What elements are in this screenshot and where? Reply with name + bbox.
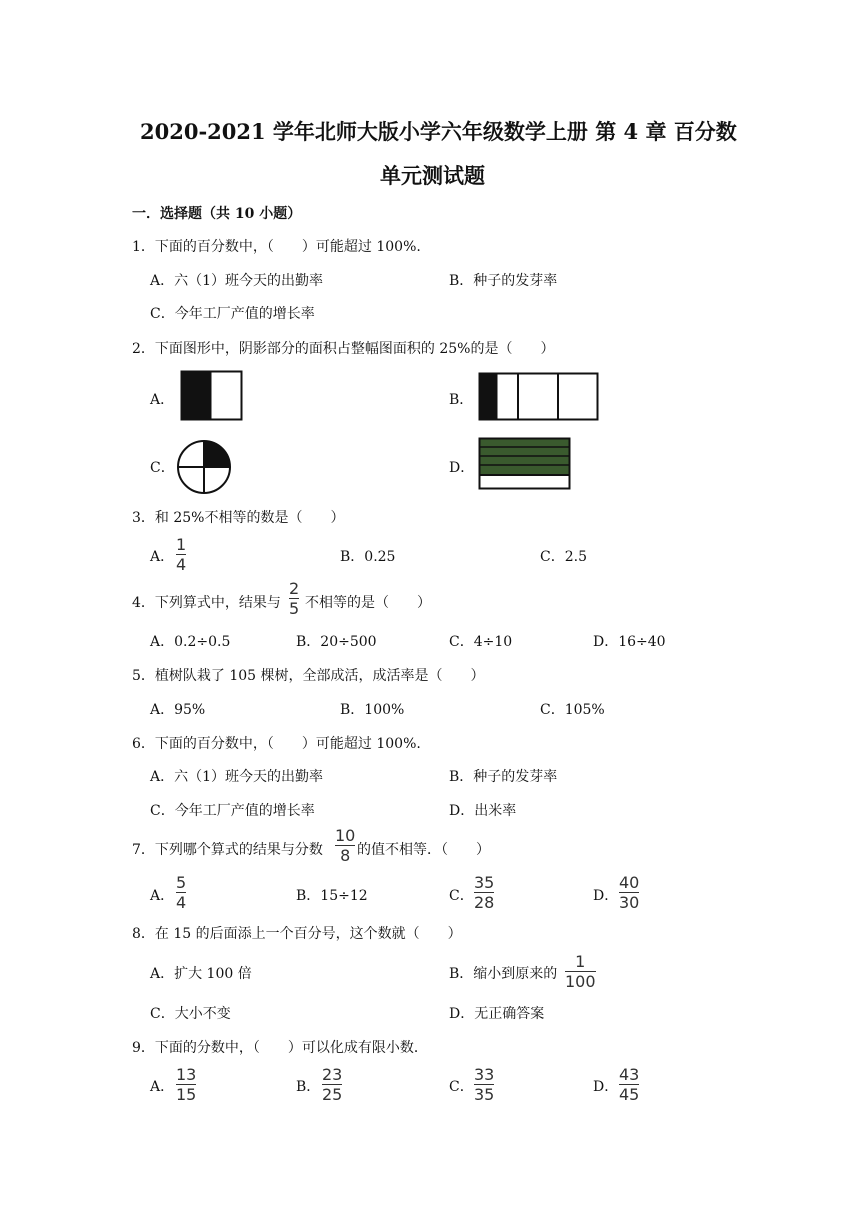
question-6-stem: 6．下面的百分数中，（ ）可能超过 100%. [132, 736, 421, 752]
q1-option-b: B．种子的发芽率 [449, 273, 558, 289]
q9-option-c-label: C． [449, 1079, 474, 1095]
q3-option-b: B．0.25 [340, 549, 396, 565]
q4-option-c: C．4÷10 [449, 634, 513, 650]
question-4-stem-post: 不相等的是（ ） [305, 595, 431, 611]
q8-option-b-fraction [565, 953, 596, 990]
denominator: 5 [289, 599, 300, 618]
q2-option-a-label: A． [150, 392, 175, 408]
q6-option-c: C．今年工厂产值的增长率 [150, 803, 315, 819]
q9-option-b-label: B． [296, 1079, 321, 1095]
q7-option-d-fraction [619, 874, 639, 911]
denominator: 45 [619, 1085, 640, 1104]
q2-figure-a-half-shaded-rectangle [180, 370, 244, 422]
q7-option-a-label: A． [150, 888, 175, 904]
numerator: 13 [176, 1065, 197, 1084]
q2-figure-c-circle-quarter-shaded [176, 439, 234, 495]
q6-option-a: A．六（1）班今天的出勤率 [150, 769, 324, 785]
numerator: 35 [474, 873, 495, 892]
question-5-stem: 5．植树队栽了 105 棵树，全部成活，成活率是（ ） [132, 668, 485, 684]
q7-option-b: B．15÷12 [296, 888, 368, 904]
q8-option-d: D．无正确答案 [449, 1006, 545, 1022]
q6-option-b: B．种子的发芽率 [449, 769, 558, 785]
numerator: 1 [575, 952, 586, 971]
q1-option-c: C．今年工厂产值的增长率 [150, 306, 315, 322]
question-8-stem: 8．在 15 的后面添上一个百分号，这个数就（ ） [132, 926, 462, 942]
question-9-stem: 9．下面的分数中，（ ）可以化成有限小数． [132, 1040, 428, 1056]
question-3-stem: 3．和 25%不相等的数是（ ） [132, 510, 345, 526]
q7-option-d-label: D． [593, 888, 619, 904]
q6-option-d: D．出米率 [449, 803, 517, 819]
q9-option-b-fraction [322, 1066, 342, 1103]
q4-option-a: A．0.2÷0.5 [150, 634, 231, 650]
q2-figure-d-striped-rectangle [478, 437, 572, 491]
numerator: 33 [474, 1065, 495, 1084]
q5-option-c: C．105% [540, 702, 605, 718]
question-7-stem-post: 的值不相等．（ ） [357, 842, 490, 858]
q9-option-a-fraction [176, 1066, 196, 1103]
q8-option-a: A．扩大 100 倍 [150, 966, 252, 982]
q3-option-a-label: A． [150, 549, 175, 565]
q2-option-c-label: C． [150, 460, 175, 476]
document-title-line1: 2020-2021 学年北师大版小学六年级数学上册 第 4 章 百分数 [140, 119, 737, 144]
numerator: 1 [176, 535, 187, 554]
q8-option-b-label: B．缩小到原来的 [449, 966, 558, 982]
denominator: 4 [176, 555, 187, 574]
denominator: 30 [619, 893, 640, 912]
q4-option-d: D．16÷40 [593, 634, 666, 650]
question-2-stem: 2．下面图形中，阴影部分的面积占整幅图面积的 25%的是（ ） [132, 341, 555, 357]
denominator: 25 [322, 1085, 343, 1104]
denominator: 8 [340, 846, 351, 865]
section-heading: 一．选择题（共 10 小题） [132, 206, 302, 222]
q3-option-c: C．2.5 [540, 549, 587, 565]
q3-option-a-fraction [176, 536, 186, 573]
q9-option-a-label: A． [150, 1079, 175, 1095]
q7-option-c-label: C． [449, 888, 474, 904]
question-4-stem-pre: 4．下列算式中，结果与 [132, 595, 281, 611]
denominator: 28 [474, 893, 495, 912]
denominator: 100 [565, 972, 596, 991]
q9-option-c-fraction [474, 1066, 494, 1103]
numerator: 5 [176, 873, 187, 892]
q2-option-b-label: B． [449, 392, 474, 408]
q5-option-a: A．95% [150, 702, 206, 718]
denominator: 35 [474, 1085, 495, 1104]
q7-option-a-fraction [176, 874, 186, 911]
numerator: 23 [322, 1065, 343, 1084]
numerator: 40 [619, 873, 640, 892]
denominator: 15 [176, 1085, 197, 1104]
q4-option-b: B．20÷500 [296, 634, 377, 650]
q9-option-d-fraction [619, 1066, 639, 1103]
q7-option-c-fraction [474, 874, 494, 911]
q2-figure-b-quarter-shaded-strip [478, 372, 600, 422]
numerator: 2 [289, 579, 300, 598]
q5-option-b: B．100% [340, 702, 405, 718]
q2-option-d-label: D． [449, 460, 475, 476]
q9-option-d-label: D． [593, 1079, 619, 1095]
document-title-line2: 单元测试题 [380, 163, 485, 188]
question-7-stem-pre: 7．下列哪个算式的结果与分数 [132, 842, 323, 858]
q8-option-c: C．大小不变 [150, 1006, 231, 1022]
q4-stem-fraction [289, 580, 299, 617]
numerator: 43 [619, 1065, 640, 1084]
q7-stem-fraction [335, 827, 355, 864]
question-1-stem: 1．下面的百分数中，（ ）可能超过 100%. [132, 239, 421, 255]
numerator: 10 [335, 826, 356, 845]
denominator: 4 [176, 893, 187, 912]
q1-option-a: A．六（1）班今天的出勤率 [150, 273, 324, 289]
